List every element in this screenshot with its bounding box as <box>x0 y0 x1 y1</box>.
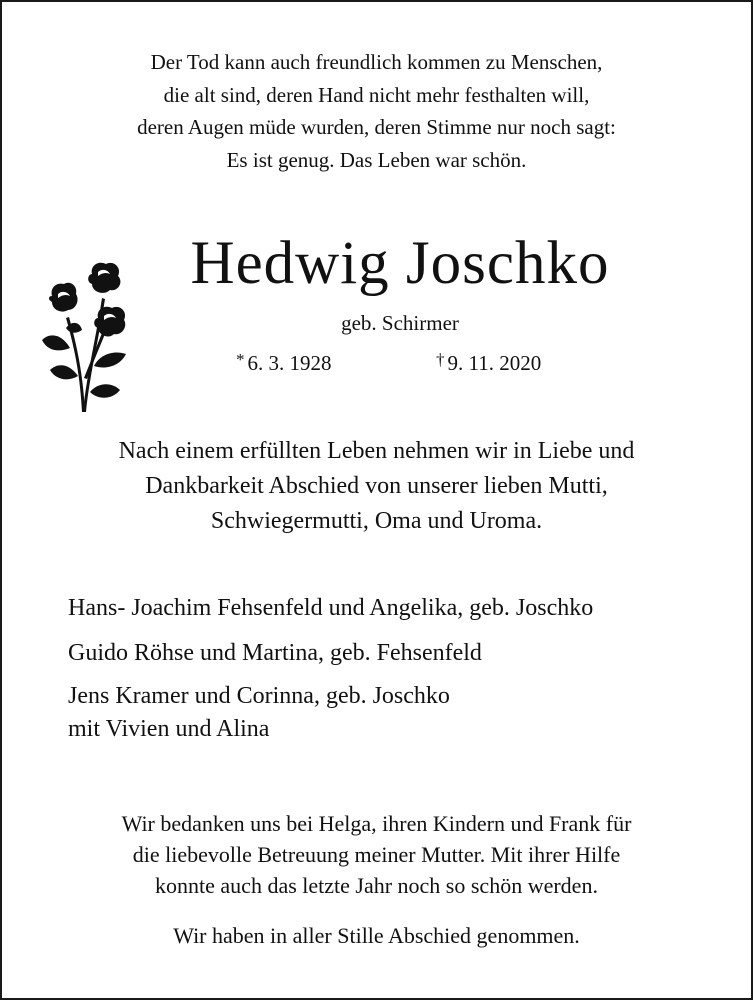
family-member: Hans- Joachim Fehsenfeld und Angelika, geb. Joschko <box>68 595 594 621</box>
poem-line: die alt sind, deren Hand nicht mehr festhalten will, <box>163 82 590 107</box>
family-member: mit Vivien und Alina <box>68 716 270 742</box>
poem-line: Es ist genug. Das Leben war schön. <box>226 147 527 172</box>
thanks-line: die liebevolle Betreuung meiner Mutter. Mit ihrer Hilfe <box>132 842 621 867</box>
poem <box>0 46 753 176</box>
message-line: Schwiegermutti, Oma und Uroma. <box>210 508 543 534</box>
closing-line: Wir haben in aller Stille Abschied genommen. <box>173 923 580 948</box>
message-line: Dankbarkeit Abschied von unserer lieben Mutti, <box>145 473 608 499</box>
family-member: Guido Röhse und Martina, geb. Fehsenfeld <box>68 640 482 666</box>
thanks-line: Wir bedanken uns bei Helga, ihren Kindern und Frank für <box>121 811 632 836</box>
birth-date-value: 6. 3. 1928 <box>247 351 332 375</box>
death-symbol: † <box>436 350 445 369</box>
deceased-name: Hedwig Joschko <box>190 230 610 297</box>
family-member: Jens Kramer und Corinna, geb. Joschko <box>68 683 450 709</box>
death-date <box>436 345 541 378</box>
thanks-line: konnte auch das letzte Jahr noch so schön werden. <box>155 873 598 898</box>
farewell-message <box>0 434 753 539</box>
poem-line: Der Tod kann auch freundlich kommen zu Menschen, <box>150 50 603 74</box>
maiden-name: geb. Schirmer <box>341 311 459 335</box>
birth-symbol: * <box>236 350 245 369</box>
family-list <box>68 592 593 746</box>
thanks-message <box>0 808 753 901</box>
rose-icon <box>36 258 132 414</box>
birth-date <box>236 345 332 378</box>
poem-line: deren Augen müde wurden, deren Stimme nur noch sagt: <box>137 115 616 139</box>
message-line: Nach einem erfüllten Leben nehmen wir in Liebe und <box>118 438 635 464</box>
death-date-value: 9. 11. 2020 <box>447 351 542 375</box>
